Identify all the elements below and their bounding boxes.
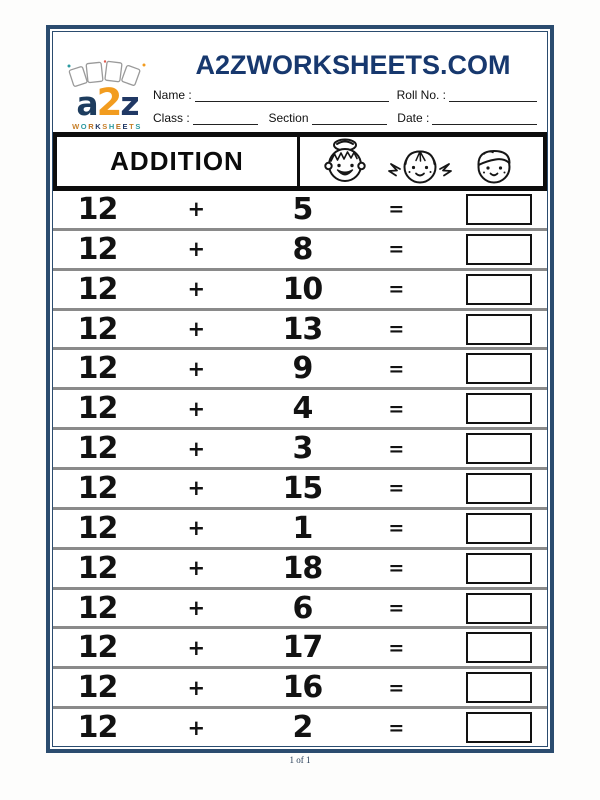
problem-row xyxy=(53,347,547,387)
second-addend: 16 xyxy=(282,670,323,706)
equals-sign: = xyxy=(388,716,405,739)
first-addend: 12 xyxy=(77,311,118,347)
plus-sign: + xyxy=(187,197,206,222)
equals-sign: = xyxy=(388,198,405,221)
answer-box[interactable] xyxy=(466,393,532,424)
plus-sign: + xyxy=(187,237,206,262)
answer-box[interactable] xyxy=(466,353,532,384)
page-frame-inner xyxy=(52,31,548,747)
first-addend: 12 xyxy=(77,670,118,706)
girl-with-pigtails-face-icon xyxy=(389,151,451,182)
second-addend: 18 xyxy=(282,550,323,586)
plus-sign: + xyxy=(187,317,206,341)
equals-sign: = xyxy=(388,557,405,580)
first-addend: 12 xyxy=(77,191,118,227)
plus-sign: + xyxy=(187,476,206,501)
first-addend: 12 xyxy=(77,351,118,387)
a2z-logo xyxy=(59,60,155,131)
logo-letter-2: 2 xyxy=(96,81,121,124)
first-addend: 12 xyxy=(77,431,118,467)
problem-row xyxy=(53,191,547,228)
second-addend: 2 xyxy=(292,710,313,746)
date-input-line[interactable] xyxy=(432,111,537,125)
second-addend: 6 xyxy=(292,590,313,626)
answer-box[interactable] xyxy=(466,194,532,225)
problem-row xyxy=(53,228,547,268)
date-label: Date : xyxy=(397,111,430,125)
roll-label: Roll No. : xyxy=(396,88,446,102)
worksheet-title-cell xyxy=(57,137,300,186)
section-input-line[interactable] xyxy=(312,111,388,125)
problem-row xyxy=(53,626,547,666)
answer-cell xyxy=(438,553,547,584)
answer-cell xyxy=(438,593,547,624)
plus-sign: + xyxy=(187,675,206,700)
first-addend: 12 xyxy=(77,510,118,546)
class-label: Class : xyxy=(153,111,190,125)
name-input-line[interactable] xyxy=(195,88,389,102)
problem-row xyxy=(53,507,547,547)
equals-sign: = xyxy=(388,238,405,261)
plus-sign: + xyxy=(187,396,206,421)
equals-sign: = xyxy=(388,676,405,699)
answer-box[interactable] xyxy=(466,712,532,743)
equals-sign: = xyxy=(388,597,405,620)
plus-sign: + xyxy=(187,715,206,740)
problem-row xyxy=(53,387,547,427)
answer-cell xyxy=(438,672,547,703)
roll-input-line[interactable] xyxy=(449,88,537,102)
worksheet-title-bar xyxy=(53,132,547,191)
problem-row xyxy=(53,547,547,587)
equals-sign: = xyxy=(388,517,405,540)
second-addend: 4 xyxy=(292,391,313,427)
logo-letter-a: a xyxy=(76,84,97,123)
site-title: A2ZWORKSHEETS.COM xyxy=(195,50,511,80)
answer-box[interactable] xyxy=(466,274,532,305)
kid-with-bun-face-icon xyxy=(325,139,364,181)
first-addend: 12 xyxy=(77,590,118,626)
answer-cell xyxy=(438,473,547,504)
second-addend: 5 xyxy=(292,191,313,227)
second-addend: 15 xyxy=(282,470,323,506)
logo-letter-z: z xyxy=(120,84,138,123)
answer-cell xyxy=(438,513,547,544)
section-label: Section xyxy=(268,111,309,125)
kids-faces-cell xyxy=(300,137,543,186)
header xyxy=(53,32,547,132)
answer-cell xyxy=(438,712,547,743)
equals-sign: = xyxy=(388,278,405,301)
logo-subtext: WORKSHEETS xyxy=(72,122,142,131)
answer-cell xyxy=(438,353,547,384)
info-row-1 xyxy=(153,88,537,102)
info-row-2 xyxy=(153,111,537,125)
answer-box[interactable] xyxy=(466,672,532,703)
answer-cell xyxy=(438,274,547,305)
equals-sign: = xyxy=(388,397,405,420)
equals-sign: = xyxy=(388,437,405,460)
logo-word xyxy=(59,81,155,124)
problem-row xyxy=(53,666,547,706)
problems-table xyxy=(53,191,547,746)
second-addend: 13 xyxy=(282,311,323,347)
answer-box[interactable] xyxy=(466,553,532,584)
answer-cell xyxy=(438,433,547,464)
problem-row xyxy=(53,706,547,746)
answer-cell xyxy=(438,393,547,424)
plus-sign: + xyxy=(187,356,206,381)
plus-sign: + xyxy=(187,277,206,302)
first-addend: 12 xyxy=(77,231,118,267)
page-frame xyxy=(46,25,554,753)
equals-sign: = xyxy=(388,477,405,500)
second-addend: 8 xyxy=(292,231,313,267)
answer-cell xyxy=(438,234,547,265)
second-addend: 3 xyxy=(292,431,313,467)
boy-face-icon xyxy=(478,151,509,183)
first-addend: 12 xyxy=(77,271,118,307)
page-number: 1 of 1 xyxy=(289,755,311,765)
first-addend: 12 xyxy=(77,391,118,427)
first-addend: 12 xyxy=(77,630,118,666)
first-addend: 12 xyxy=(77,710,118,746)
plus-sign: + xyxy=(187,635,206,660)
problem-row xyxy=(53,308,547,348)
answer-box[interactable] xyxy=(466,593,532,624)
plus-sign: + xyxy=(187,436,206,461)
equals-sign: = xyxy=(388,318,405,340)
answer-cell xyxy=(438,194,547,225)
plus-sign: + xyxy=(187,516,206,541)
plus-sign: + xyxy=(187,596,206,621)
answer-box[interactable] xyxy=(466,234,532,265)
second-addend: 10 xyxy=(282,271,323,307)
problem-row xyxy=(53,467,547,507)
second-addend: 17 xyxy=(282,630,323,666)
second-addend: 1 xyxy=(292,510,313,546)
answer-box[interactable] xyxy=(466,513,532,544)
answer-box[interactable] xyxy=(466,632,532,663)
first-addend: 12 xyxy=(77,470,118,506)
name-label: Name : xyxy=(153,88,192,102)
kids-faces-icon xyxy=(308,137,536,186)
answer-cell xyxy=(438,314,547,345)
problem-row xyxy=(53,427,547,467)
problem-row xyxy=(53,587,547,627)
equals-sign: = xyxy=(388,636,405,659)
problem-row xyxy=(53,268,547,308)
worksheet-heading: ADDITION xyxy=(110,146,244,176)
second-addend: 9 xyxy=(292,351,313,387)
answer-box[interactable] xyxy=(466,473,532,504)
answer-box[interactable] xyxy=(466,433,532,464)
first-addend: 12 xyxy=(77,550,118,586)
equals-sign: = xyxy=(388,357,405,380)
answer-box[interactable] xyxy=(466,314,532,345)
answer-cell xyxy=(438,632,547,663)
student-info-fields xyxy=(153,88,537,134)
plus-sign: + xyxy=(187,556,206,581)
class-input-line[interactable] xyxy=(193,111,259,125)
